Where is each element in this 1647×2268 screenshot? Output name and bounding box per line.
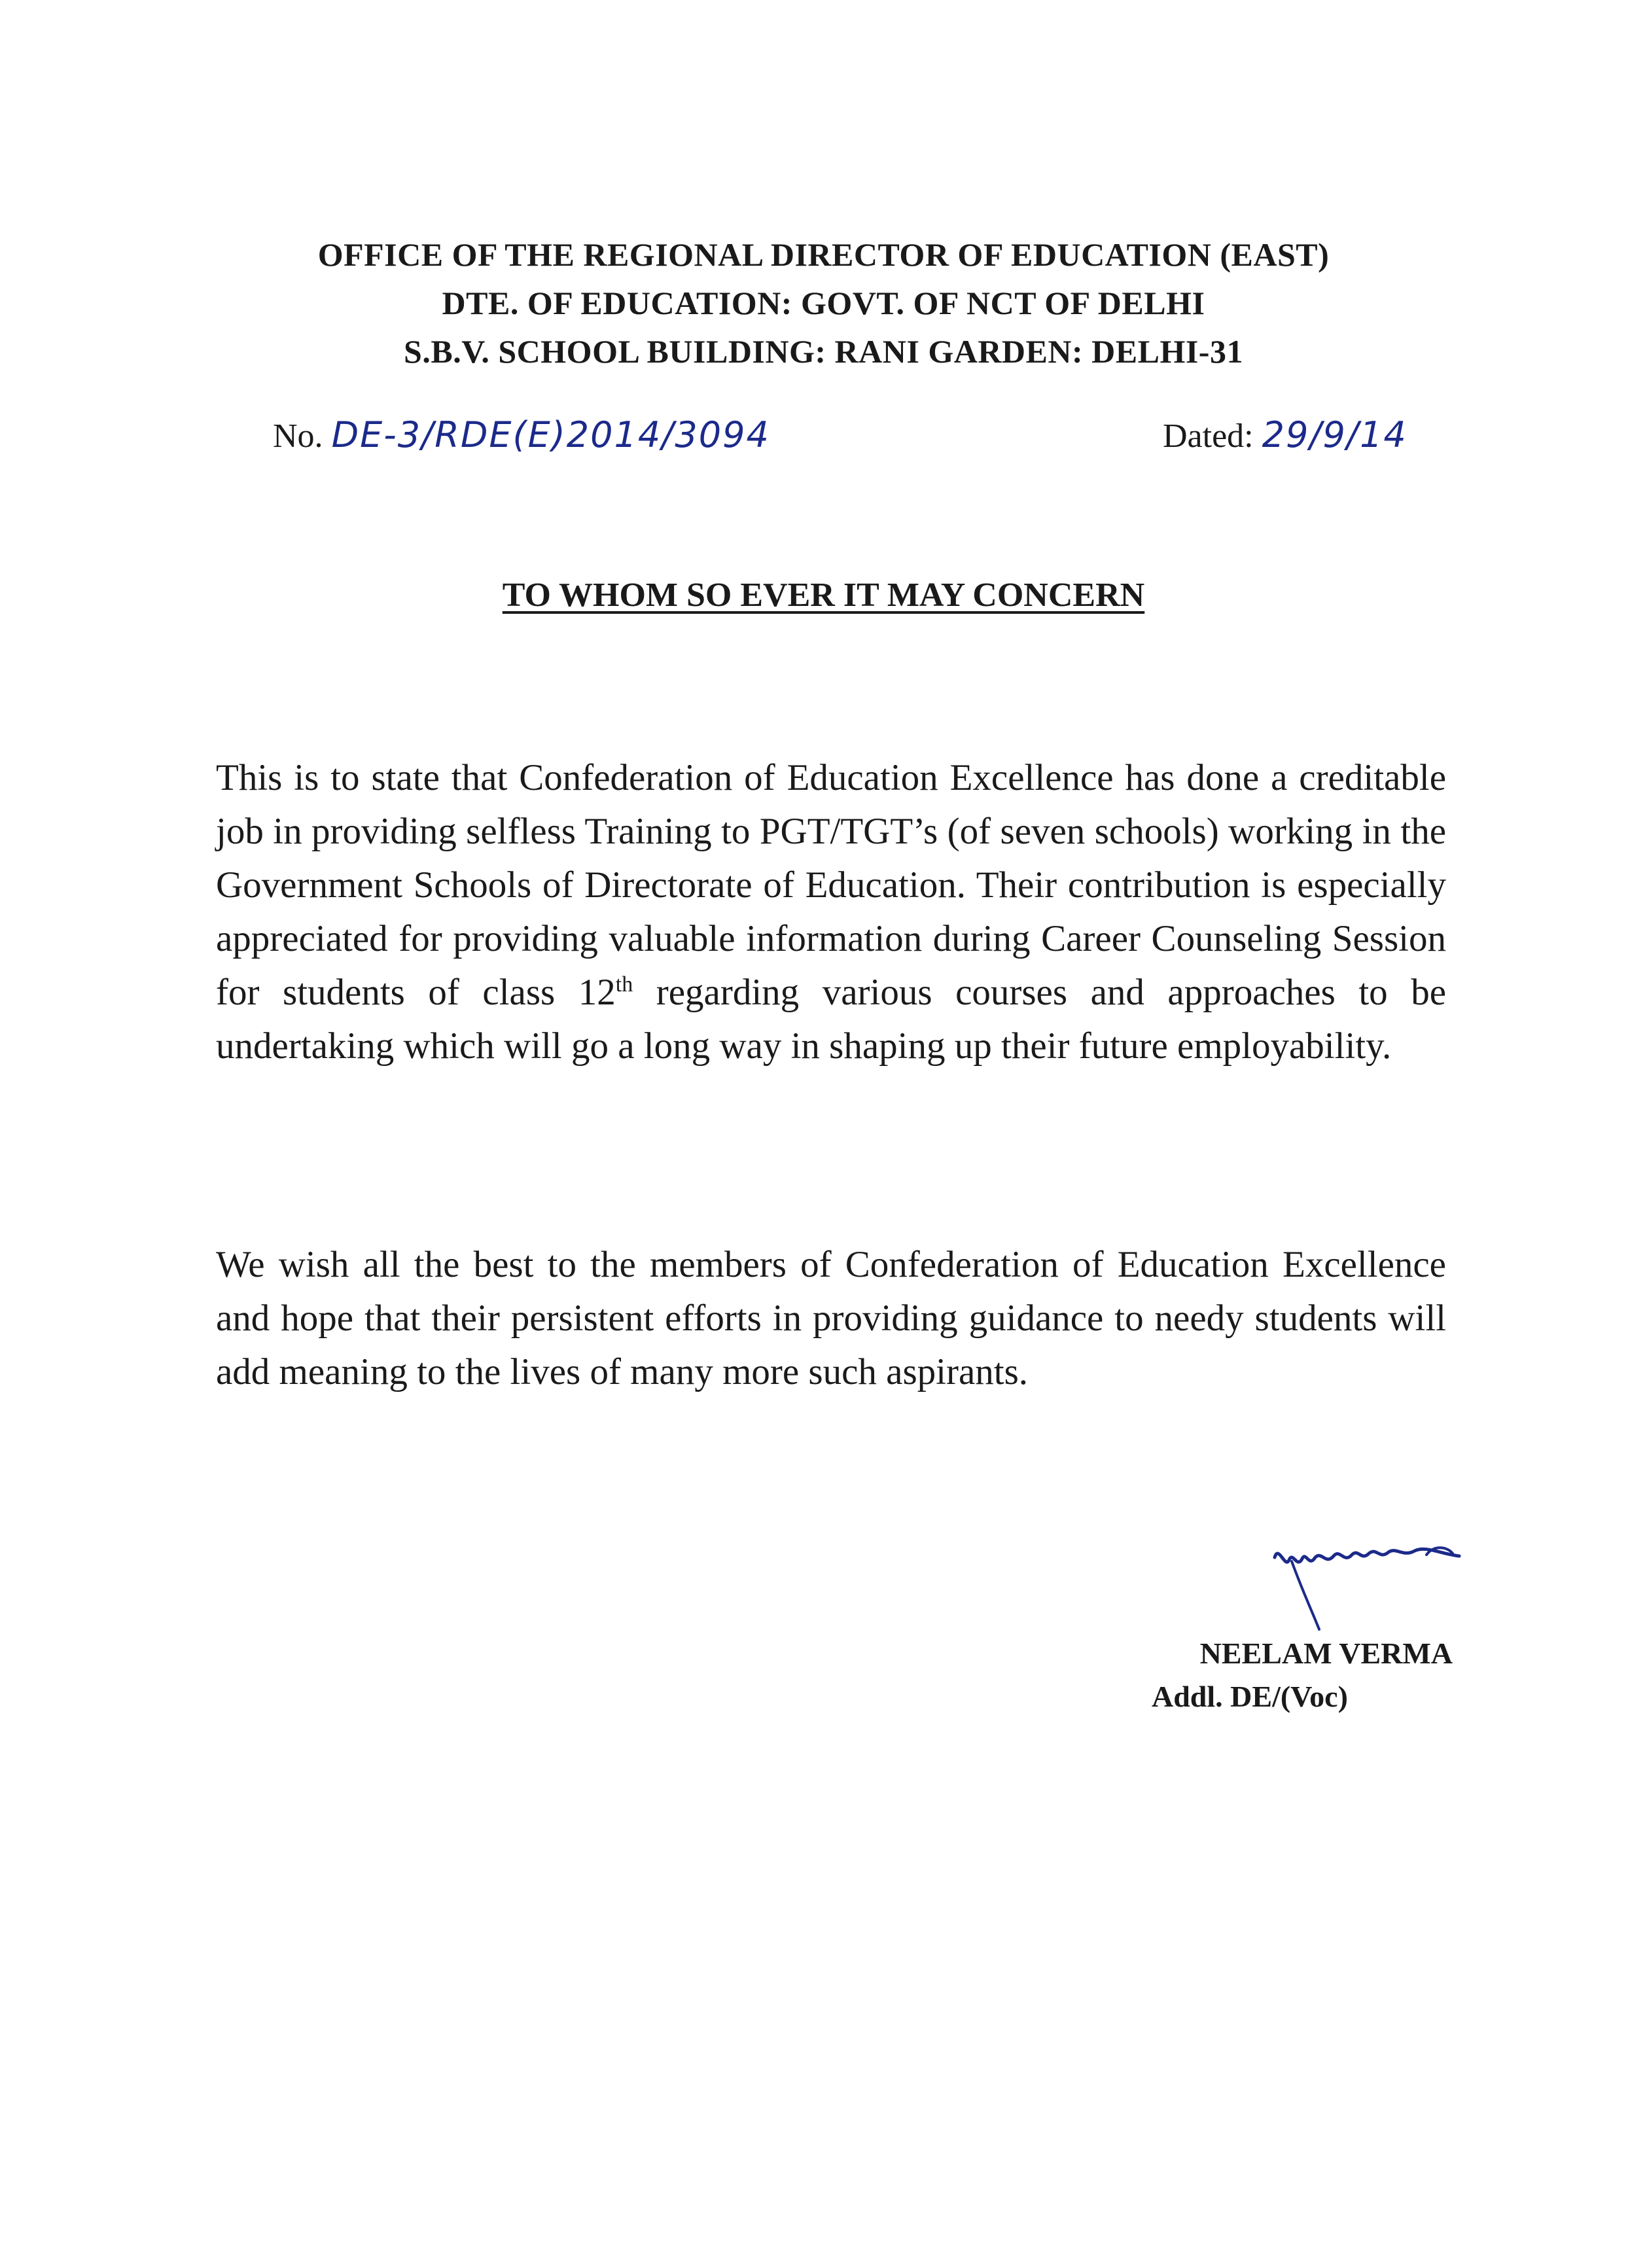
paragraph-1-end: regarding various courses and approaches to be undertaking which will go a long way in shaping up their future employability. bbox=[216, 972, 1446, 1067]
body-paragraph-1 bbox=[216, 751, 1446, 1073]
subject-line bbox=[0, 576, 1647, 614]
signatory-block bbox=[1152, 1632, 1453, 1718]
date-value: 29/9/14 bbox=[1262, 414, 1408, 455]
handwritten-signature bbox=[1263, 1531, 1472, 1636]
paragraph-1-superscript: th bbox=[615, 972, 633, 997]
letterhead-line-office: OFFICE OF THE REGIONAL DIRECTOR OF EDUCATION (EAST) bbox=[317, 236, 1330, 273]
letterhead-line-directorate: DTE. OF EDUCATION: GOVT. OF NCT OF DELHI bbox=[442, 285, 1205, 321]
paragraph-1-main: This is to state that Confederation of Education Excellence has done a creditable job in providing selfless Training to PGT/TGT’s (of seven schools) working in the Government Schools of Directorate of Education. Their contribution is especially appreciated for providing valuable information during Career Counseling Session for students of class 12 bbox=[216, 757, 1446, 1013]
date-label: Dated: bbox=[1163, 417, 1254, 455]
signatory-designation: Addl. DE/(Voc) bbox=[1152, 1680, 1348, 1713]
reference-date bbox=[1163, 414, 1408, 455]
letterhead-line-address: S.B.V. SCHOOL BUILDING: RANI GARDEN: DELHI-31 bbox=[404, 333, 1243, 370]
subject-text: TO WHOM SO EVER IT MAY CONCERN bbox=[502, 576, 1145, 614]
signatory-name: NEELAM VERMA bbox=[1199, 1637, 1453, 1670]
reference-number-label: No. bbox=[273, 417, 323, 455]
letterhead bbox=[0, 230, 1647, 376]
reference-number bbox=[273, 414, 770, 455]
reference-row bbox=[273, 409, 1451, 468]
body-paragraph-2: We wish all the best to the members of Confederation of Education Excellence and hope that their persistent efforts in providing guidance to needy students will add meaning to the lives of many more such aspirants. bbox=[216, 1244, 1446, 1392]
reference-number-value: DE-3/RDE(E)2014/3094 bbox=[331, 414, 770, 455]
